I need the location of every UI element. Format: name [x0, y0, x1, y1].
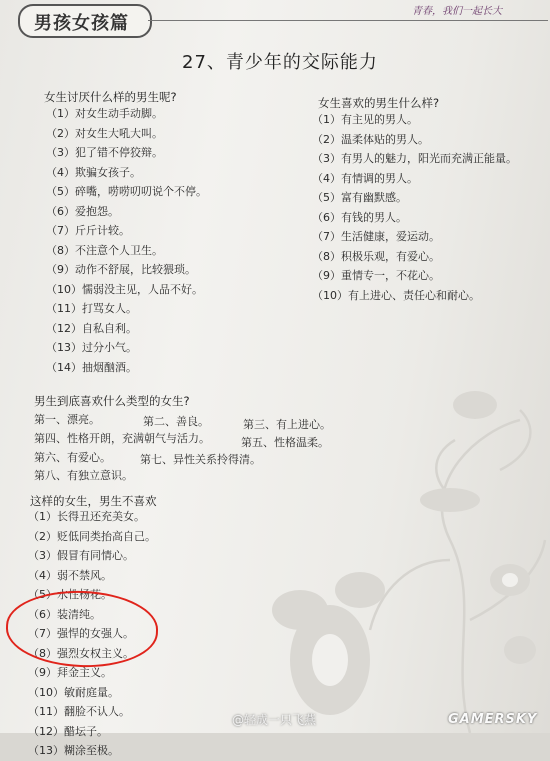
list-item: （7）生活健康，爱运动。: [312, 230, 440, 243]
weibo-watermark: @轻成一只飞燕: [232, 713, 317, 727]
like-girls-heading: 男生到底喜欢什么类型的女生?: [34, 394, 190, 408]
list-item: （10）懦弱没主见，人品不好。: [46, 282, 203, 296]
like-girls-item: 第一、漂亮。: [34, 413, 100, 426]
list-item: （7）斤斤计较。: [46, 224, 130, 237]
list-item: （4）弱不禁风。: [28, 568, 112, 582]
list-item: （10）敏耐庭量。: [28, 685, 119, 699]
like-girls-item: 第七、异性关系拎得清。: [140, 453, 261, 466]
list-item: （11）翻脸不认人。: [28, 705, 130, 718]
dislike-boys-list: [46, 104, 207, 377]
list-item: （5）碎嘴，唠唠叨叨说个不停。: [46, 185, 207, 198]
list-item: （12）自私自利。: [46, 321, 137, 335]
like-boys-list: [312, 110, 517, 305]
list-item: （6）装清纯。: [28, 607, 101, 621]
list-item: （6）有钱的男人。: [312, 210, 407, 224]
section-tab: [18, 4, 152, 38]
like-girls-item: 第二、善良。: [143, 415, 209, 428]
dislike-girls-heading: 这样的女生，男生不喜欢: [30, 494, 157, 508]
list-item: （3）假冒有同情心。: [28, 549, 134, 562]
list-item: （1）对女生动手动脚。: [46, 107, 163, 120]
list-item: （8）不注意个人卫生。: [46, 243, 163, 257]
list-item: （10）有上进心、责任心和耐心。: [312, 288, 480, 302]
list-item: （4）欺骗女孩子。: [46, 165, 141, 179]
list-item: （1）有主见的男人。: [312, 113, 418, 126]
list-item: （9）拜金主义。: [28, 666, 112, 679]
list-item: （14）抽烟酗酒。: [46, 360, 137, 374]
list-item: （3）犯了错不停狡辩。: [46, 146, 163, 159]
list-item: （8）强烈女权主义。: [28, 646, 134, 660]
list-item: （8）积极乐观，有爱心。: [312, 249, 440, 263]
list-item: （5）富有幽默感。: [312, 191, 407, 204]
like-boys-heading: 女生喜欢的男生什么样?: [318, 96, 440, 110]
list-item: （2）对女生大吼大叫。: [46, 126, 163, 140]
list-item: （5）水性杨花。: [28, 588, 112, 601]
section-tab-label: 男孩女孩篇: [34, 13, 129, 34]
page-title: 27、青少年的交际能力: [182, 52, 378, 73]
list-item: （3）有男人的魅力，阳光而充满正能量。: [312, 152, 517, 165]
header-slogan: 青春，我们一起长大: [412, 6, 502, 17]
list-item: （1）长得丑还充美女。: [28, 510, 145, 523]
list-item: （11）打骂女人。: [46, 302, 137, 315]
like-girls-item: 第八、有独立意识。: [34, 469, 133, 482]
like-girls-item: 第五、性格温柔。: [241, 436, 329, 449]
like-girls-item: 第四、性格开朗，充满朝气与活力。: [34, 432, 210, 445]
list-item: （13）糊涂至极。: [28, 744, 119, 757]
list-item: （9）动作不舒展，比较猥琐。: [46, 263, 196, 276]
list-item: （7）强悍的女强人。: [28, 627, 134, 640]
header-rule: [148, 20, 548, 21]
dislike-boys-heading: 女生讨厌什么样的男生呢?: [44, 90, 177, 104]
like-girls-item: 第六、有爱心。: [34, 451, 111, 464]
list-item: （4）有情调的男人。: [312, 171, 418, 185]
list-item: （9）重情专一，不花心。: [312, 269, 440, 282]
list-item: （2）温柔体贴的男人。: [312, 132, 429, 146]
list-item: （6）爱抱怨。: [46, 204, 119, 218]
list-item: （13）过分小气。: [46, 341, 137, 354]
brand-watermark: GAMERSKY: [448, 712, 538, 727]
list-item: （2）贬低同类抬高自己。: [28, 529, 156, 543]
like-girls-item: 第三、有上进心。: [243, 418, 331, 431]
list-item: （12）醋坛子。: [28, 724, 108, 738]
